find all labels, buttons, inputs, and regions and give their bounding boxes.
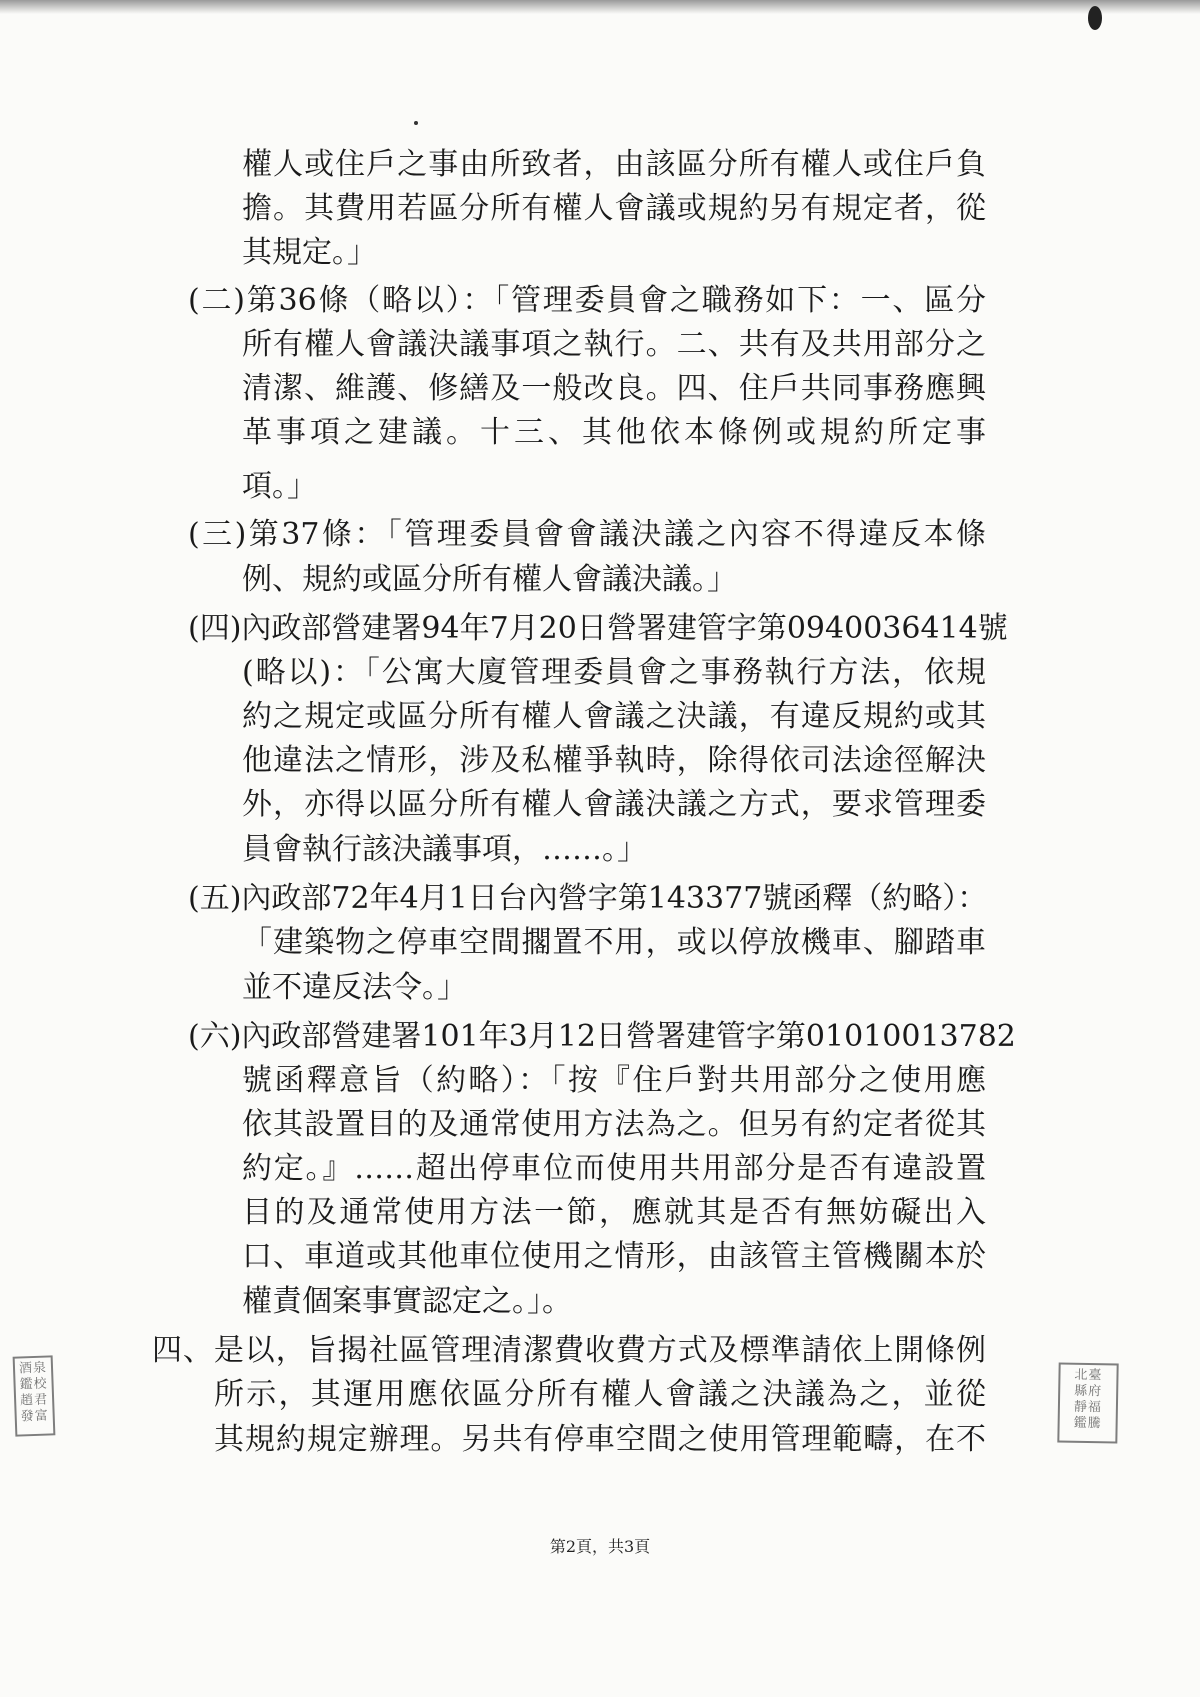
text-line: (四)內政部營建署94年7月20日營署建管字第0940036414號 — [188, 611, 1008, 646]
text-line: 例、規約或區分所有權人會議決議。」 — [242, 562, 737, 597]
text-line: 項。」 — [242, 469, 317, 504]
text-line: 擔。其費用若區分所有權人會議或規約另有規定者，從 — [242, 191, 986, 226]
text-line: 口、車道或其他車位使用之情形，由該管主管機關本於 — [242, 1239, 986, 1274]
seal-stamp-right — [1057, 1362, 1118, 1443]
text-line: 革事項之建議。十三、其他依本條例或規約所定事 — [242, 415, 986, 450]
scan-edge-shadow — [0, 0, 1200, 14]
text-line: 約定。』……超出停車位而使用共用部分是否有違設置 — [242, 1151, 986, 1186]
seal-text: 酒泉 — [18, 1360, 48, 1377]
text-line: 所有權人會議決議事項之執行。二、共有及共用部分之 — [242, 327, 986, 362]
seal-text: 靜福 — [1073, 1399, 1103, 1416]
text-line: 其規約規定辦理。另共有停車空間之使用管理範疇，在不 — [214, 1422, 986, 1457]
text-line: 其規定。」 — [242, 235, 377, 270]
text-line: 外，亦得以區分所有權人會議決議之方式，要求管理委 — [242, 787, 986, 822]
seal-text: 鑑騰 — [1073, 1415, 1102, 1432]
scan-speck — [414, 121, 418, 125]
text-line: 所示，其運用應依區分所有權人會議之決議為之，並從 — [214, 1377, 986, 1412]
text-line: (三)第37條：「管理委員會會議決議之內容不得違反本條 — [188, 517, 986, 552]
text-line: 「建築物之停車空間擱置不用，或以停放機車、腳踏車 — [242, 925, 986, 960]
text-line: 並不違反法令。」 — [242, 970, 467, 1005]
text-line: (略以)：「公寓大廈管理委員會之事務執行方法，依規 — [242, 655, 986, 690]
seal-text: 鑑校 — [19, 1376, 48, 1393]
text-line: 約之規定或區分所有權人會議之決議，有違反規約或其 — [242, 699, 986, 734]
text-line: 依其設置目的及通常使用方法為之。但另有約定者從其 — [242, 1107, 986, 1142]
text-line: 清潔、維護、修繕及一般改良。四、住戶共同事務應興 — [242, 371, 986, 406]
text-line: 號函釋意旨（約略）：「按『住戶對共用部分之使用應 — [242, 1063, 986, 1098]
seal-stamp-left — [13, 1355, 56, 1436]
scan-corner-mark — [1088, 6, 1102, 30]
page-number: 第2頁，共3頁 — [549, 1537, 651, 1556]
text-line: 權人或住戶之事由所致者，由該區分所有權人或住戶負 — [242, 147, 986, 182]
text-line: (六)內政部營建署101年3月12日營署建管字第01010013782 — [188, 1019, 1016, 1054]
text-line: 權責個案事實認定之。」。 — [242, 1284, 572, 1319]
seal-text: 趙君 — [19, 1392, 49, 1409]
text-line: 目的及通常使用方法一節，應就其是否有無妨礙出入 — [242, 1195, 986, 1230]
text-line: (二)第36條（略以）：「管理委員會之職務如下：一、區分 — [188, 283, 986, 318]
seal-text: 發富 — [20, 1408, 49, 1425]
seal-text: 北臺 — [1074, 1367, 1103, 1384]
text-line: 員會執行該決議事項，……。」 — [242, 832, 647, 867]
seal-text: 縣府 — [1074, 1383, 1103, 1400]
text-line: (五)內政部72年4月1日台內營字第143377號函釋（約略）： — [188, 881, 988, 916]
text-line: 四、是以，旨揭社區管理清潔費收費方式及標準請依上開條例 — [152, 1333, 986, 1368]
text-line: 他違法之情形，涉及私權爭執時，除得依司法途徑解決 — [242, 743, 986, 778]
